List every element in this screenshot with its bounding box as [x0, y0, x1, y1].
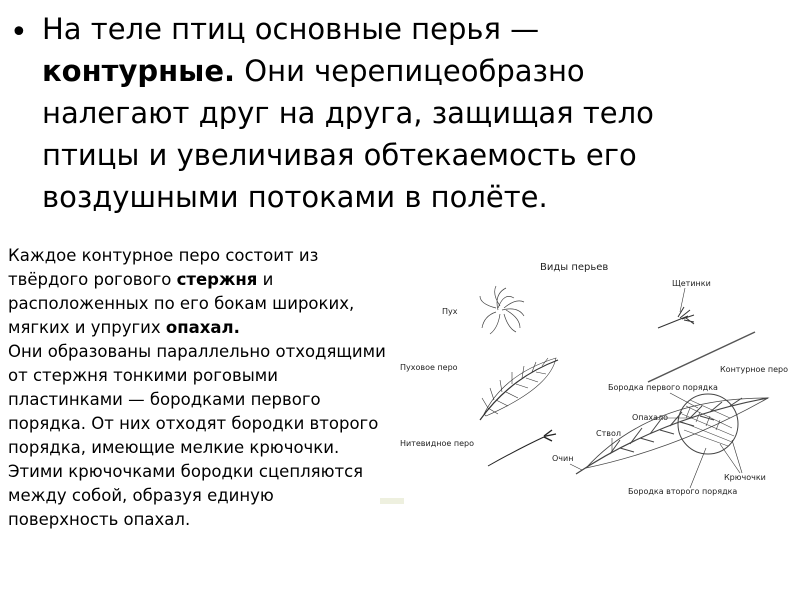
label-down-feather: Пуховое перо	[400, 363, 458, 372]
down-drawing	[480, 286, 524, 334]
label-barb-first: Бородка первого порядка	[608, 383, 718, 392]
barb2-pointer	[690, 448, 706, 488]
body-p1a: Каждое контурное перо состоит из твёрдого рогового	[8, 246, 319, 289]
heading-part1: На теле птиц основные перья —	[42, 12, 540, 46]
hooks-pointer	[720, 440, 742, 473]
label-bristle: Щетинки	[672, 279, 711, 288]
body-term-vane: опахал.	[165, 318, 240, 337]
description-text	[8, 244, 388, 532]
bristle-feather-drawing	[658, 307, 694, 328]
heading-bold-term: контурные.	[42, 54, 236, 88]
body-p1c: и расположенных по его бокам широких, мягких и упругих	[8, 270, 355, 337]
down-feather-drawing	[480, 358, 558, 420]
label-filoplume: Нитевидное перо	[400, 439, 474, 448]
bullet-icon: •	[10, 15, 28, 50]
body-term-shaft: стержня	[176, 270, 258, 289]
label-vane: Опахало	[632, 413, 669, 422]
bristle-pointer	[680, 288, 685, 312]
label-contour: Контурное перо	[720, 365, 788, 374]
filoplume-drawing	[488, 430, 556, 466]
heading-part2: Они черепицеобразно налегают друг на друга, защищая тело птицы и увеличивая обтекаемость его воздушными потоками в полёте.	[42, 54, 654, 214]
label-barb-second: Бородка второго порядка	[628, 487, 738, 496]
main-paragraph	[42, 8, 732, 218]
label-down: Пух	[442, 307, 458, 316]
feather-types-figure	[380, 248, 790, 510]
contour-feather-drawing	[648, 332, 755, 382]
figure-title: Виды перьев	[540, 262, 609, 273]
figure-edge-mark	[380, 498, 404, 504]
label-hooks: Крючочки	[724, 473, 766, 482]
label-shaft: Ствол	[596, 429, 621, 438]
body-p2: Они образованы параллельно отходящими от стержня тонкими роговыми пластинками — бородками первого порядка. От них отходят бородки второго порядка, имеющие мелкие крючочки. Этими крючочками бородки сцепляются между собой, образуя единую поверхность опахал.	[8, 342, 386, 529]
label-quill: Очин	[552, 454, 574, 463]
quill-pointer	[570, 464, 582, 470]
